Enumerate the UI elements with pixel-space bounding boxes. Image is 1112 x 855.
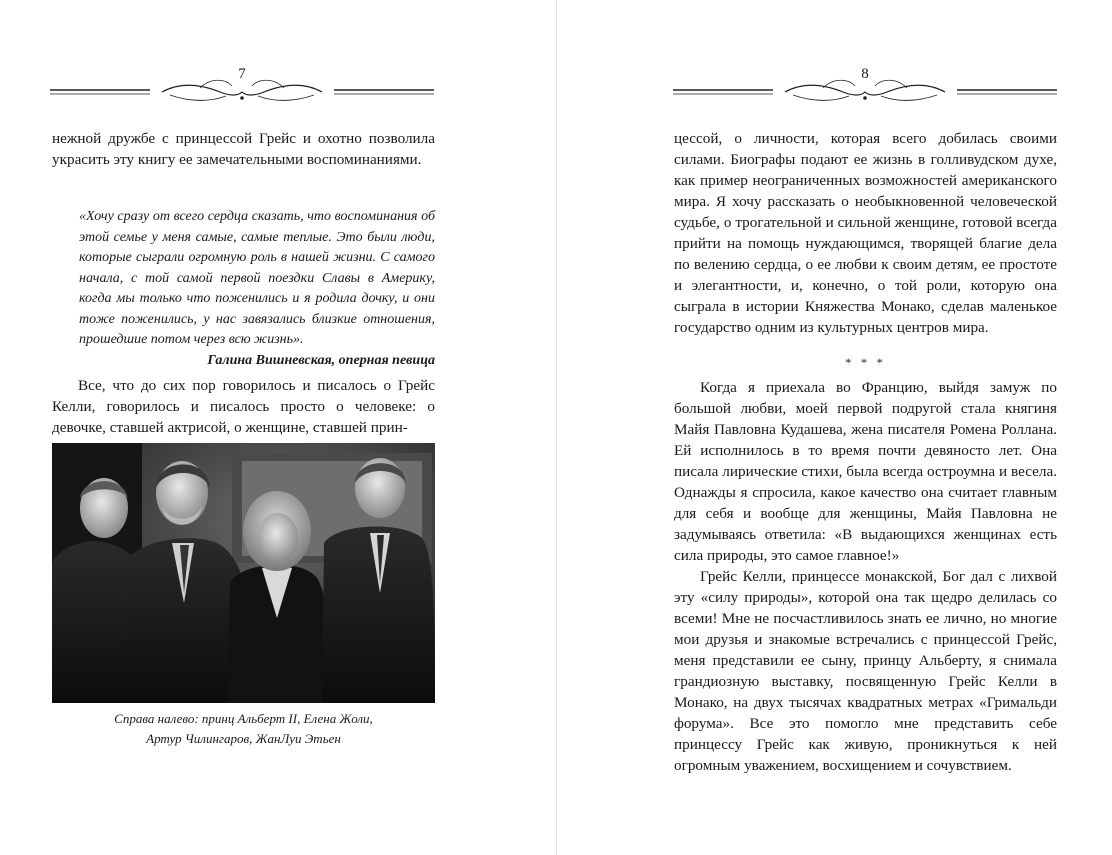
right-page [556,0,1112,855]
paragraph-text: цессой, о личности, которая всего добилась своими силами. Биографы подают ее жизнь в голливудском духе, как пример неограниченных возможностей американского мира. Я хочу рассказать о необыкновенной человеческой судьбе, о трогательной и сильной женщине, готовой всегда прийти на помощь нуждающимся, творящей благие дела по велению сердца, о ее любви к своим детям, ее простоте и элегантности, и, конечно, о той роли, которую она сыграла в истории Княжества Монако, сделав маленькое государство одним из культурных центров мира. [674,130,1057,336]
paragraph-group [674,377,1057,776]
epigraph-quote [52,207,435,371]
photo-caption-line: Справа налево: принц Альберт II, Елена Жоли, [114,711,373,726]
page-header-ornament [673,62,1057,110]
paragraph-text: Все, что до сих пор говорилось и писалось о Грейс Келли, говорилось и писалось просто о человеке: о девочке, ставшей актрисой, о женщине, ставшей прин- [52,377,435,436]
paragraph [52,128,435,170]
section-separator: * * * [845,355,886,370]
page-number: 7 [238,66,246,82]
paragraph-text: Когда я приехала во Францию, выйдя замуж по большой любви, моей первой подругой стала княгиня Майя Павловна Кудашева, жена писателя Ромена Роллана. Ей исполнилось в то время почти девяносто лет. Она писала лирические стихи, была всегда остроумна и весела. Однажды я спросила, какое качество она считает главным для себя и вообще для женщины, Майя Павловна не задумываясь ответила: «В выдающихся женщинах есть сила природы, это самое главное!» [674,379,1057,564]
photo-caption [52,709,435,749]
paragraph-text: Грейс Келли, принцессе монакской, Бог дал с лихвой эту «силу природы», которой она так щедро делилась со всеми! Мне не посчастливилось знать ее лично, но многие мои друзья и знакомые встречались с принцессой Грейс, меня представили ее сыну, принцу Альберту, я снимала грандиозную выставку, посвященную Грейс Келли в Монако, на двух тысячах квадратных метрах «Гримальди форума». Все это помогло мне представить себе принцессу Грейс как живую, проникнуться к ней огромным уважением, восхищением и сочувствием. [674,568,1057,774]
paragraph-text: нежной дружбе с принцессой Грейс и охотно позволила украсить эту книгу ее замечательными воспоминаниями. [52,130,435,168]
paragraph [52,375,435,438]
group-photo [52,443,435,703]
page-number: 8 [861,66,869,82]
quote-text: «Хочу сразу от всего сердца сказать, что воспоминания об этой семье у меня самые, самые теплые. Это были люди, которые сыграли огромную роль в нашей жизни. С самого начала, с той самой первой поездки Славы в Америку, когда мы только что поженились и я родила дочку, и они тоже поженились, у нас завязались близкие отношения, прошедшие потом через всю жизнь». [79,209,435,347]
group-photo-image-icon [52,443,435,703]
quote-author: Галина Вишневская, оперная певица [207,352,435,368]
photo-caption-line: Артур Чилингаров, ЖанЛуи Этьен [146,731,341,746]
page-header-ornament [50,62,434,110]
paragraph [674,128,1057,338]
